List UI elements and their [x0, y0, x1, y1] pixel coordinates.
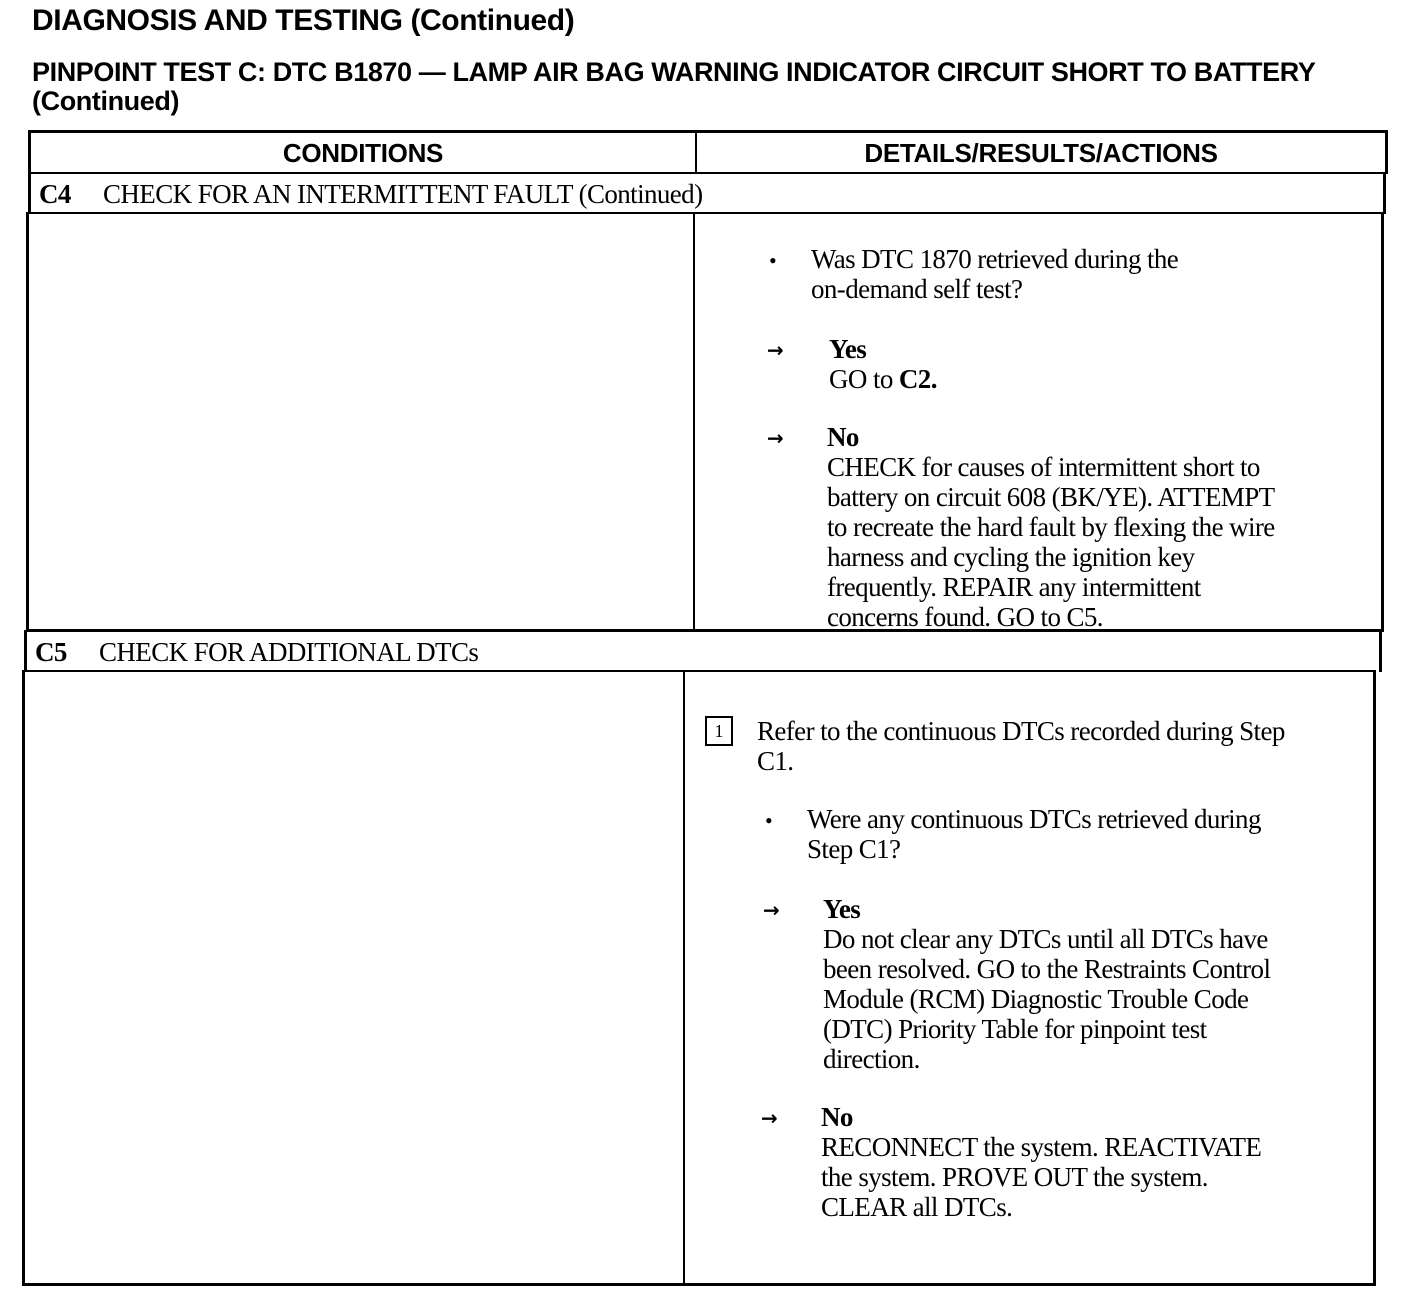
- arrow-right-icon: →: [767, 338, 784, 362]
- arrow-right-icon: →: [763, 898, 780, 922]
- step-row-c5: [24, 630, 1382, 672]
- page-title: DIAGNOSIS AND TESTING (Continued): [32, 4, 575, 37]
- no-result: No RECONNECT the system. REACTIVATE the system. PROVE OUT the system. CLEAR all DTCs.: [821, 1102, 1262, 1222]
- step-number: C5: [35, 636, 67, 667]
- question-text: Were any continuous DTCs retrieved during Step C1?: [807, 804, 1261, 864]
- step-number: C4: [39, 178, 71, 209]
- bullet-icon: •: [769, 248, 777, 273]
- step-body-c5: [22, 670, 1376, 1286]
- arrow-right-icon: →: [761, 1106, 778, 1130]
- yes-result: Yes GO to C2.: [829, 334, 937, 394]
- step-title: CHECK FOR AN INTERMITTENT FAULT (Continued): [103, 178, 703, 209]
- arrow-right-icon: →: [767, 426, 784, 450]
- step-number-box: 1: [705, 716, 733, 746]
- question-text: Was DTC 1870 retrieved during the on-demand self test?: [811, 244, 1179, 304]
- step-row-c4: [28, 172, 1386, 214]
- step-title: CHECK FOR ADDITIONAL DTCs: [99, 636, 479, 667]
- yes-result: Yes Do not clear any DTCs until all DTCs have been resolved. GO to the Restraints Control Module (RCM) Diagnostic Trouble Code (DTC) Priority Table for pinpoint test direction.: [823, 894, 1271, 1074]
- conditions-header: CONDITIONS: [31, 133, 697, 174]
- column-header-row: [28, 130, 1388, 174]
- step-body-c4: [26, 212, 1384, 632]
- pinpoint-test-title: PINPOINT TEST C: DTC B1870 — LAMP AIR BAG WARNING INDICATOR CIRCUIT SHORT TO BATTERY (Continued): [32, 57, 1315, 116]
- bullet-icon: •: [765, 808, 773, 833]
- no-result: No CHECK for causes of intermittent short to battery on circuit 608 (BK/YE). ATTEMPT to recreate the hard fault by flexing the wire harness and cycling the ignition key frequently. REPAIR any intermittent concerns found. GO to C5.: [827, 422, 1275, 632]
- column-divider: [693, 214, 695, 629]
- details-header: DETAILS/RESULTS/ACTIONS: [864, 138, 1218, 168]
- column-divider: [683, 672, 685, 1283]
- step-instruction: Refer to the continuous DTCs recorded during Step C1.: [757, 716, 1285, 776]
